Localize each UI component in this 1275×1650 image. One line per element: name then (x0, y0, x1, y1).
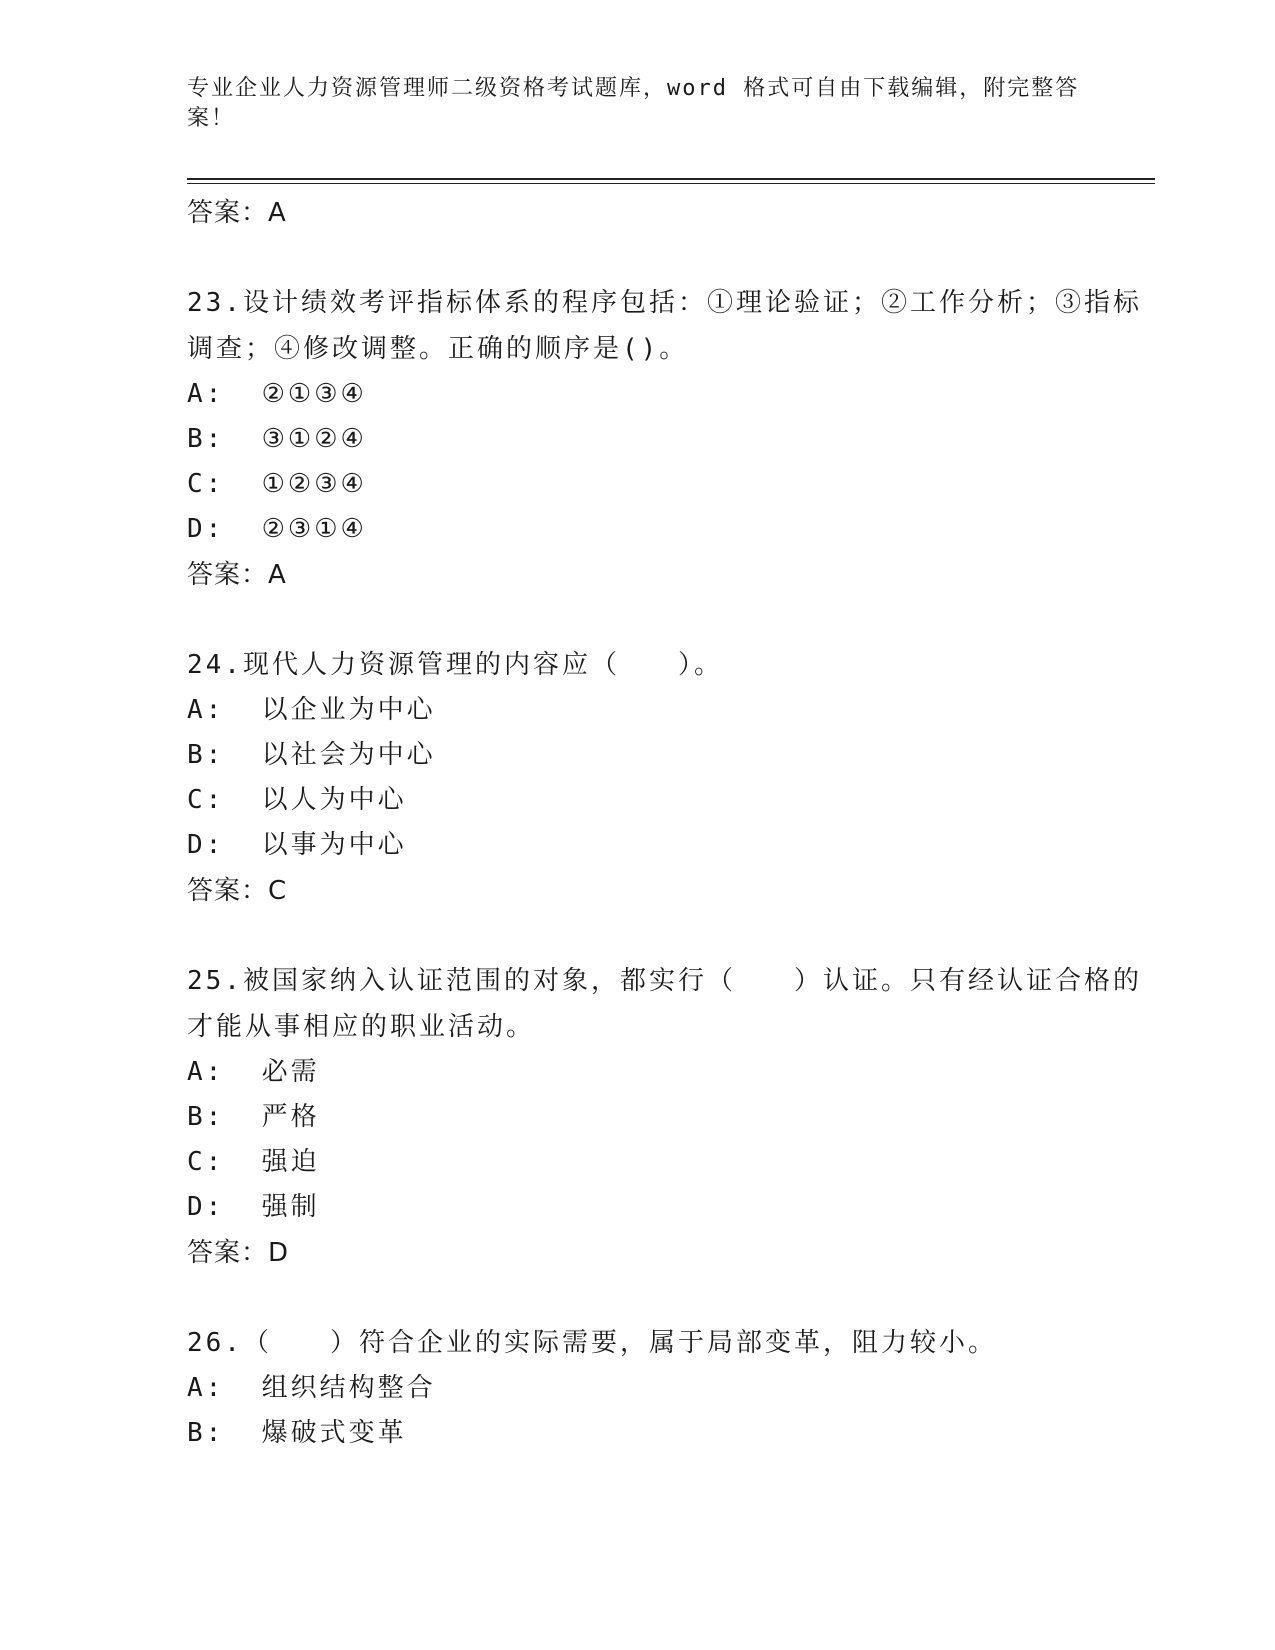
option-text: 以事为中心 (261, 830, 407, 860)
option-letter: A (187, 379, 206, 409)
option-text: ①②③④ (261, 469, 367, 499)
option-letter: B (187, 1418, 206, 1448)
header-note: 专业企业人力资源管理师二级资格考试题库，word 格式可自由下载编辑，附完整答案！ (187, 76, 1080, 131)
question-text: 24.现代人力资源管理的内容应（ ）。 (187, 650, 723, 680)
answer-line: 答案：A (187, 198, 287, 228)
option-c (187, 462, 1155, 507)
option-c (187, 1140, 1155, 1185)
question-text: 25.被国家纳入认证范围的对象，都实行（ ）认证。只有经认证合格的才能从事相应的职业活动。 (187, 966, 1142, 1042)
option-c (187, 778, 1155, 823)
option-letter: A (187, 1373, 206, 1403)
option-d (187, 823, 1155, 868)
option-separator: : (205, 1102, 262, 1132)
option-separator: : (205, 830, 262, 860)
option-text: 以人为中心 (261, 785, 407, 815)
option-text: 强迫 (261, 1147, 320, 1177)
option-separator: : (205, 1192, 262, 1222)
option-a (187, 688, 1155, 733)
answer-line: 答案：A (187, 560, 287, 590)
answer-line: 答案：D (187, 1238, 290, 1268)
spacer (187, 1276, 1155, 1320)
option-letter: B (187, 740, 206, 770)
option-a (187, 1050, 1155, 1095)
option-b (187, 1411, 1155, 1456)
option-letter: B (187, 1102, 206, 1132)
question-item (187, 642, 1155, 958)
option-letter: C (187, 785, 206, 815)
option-text: 以社会为中心 (261, 740, 436, 770)
option-a (187, 372, 1155, 417)
option-letter: D (187, 514, 206, 544)
option-separator: : (205, 740, 262, 770)
header-divider (187, 178, 1155, 184)
option-letter: D (187, 830, 206, 860)
option-separator: : (205, 785, 262, 815)
option-letter: D (187, 1192, 206, 1222)
question-item (187, 280, 1155, 642)
option-separator: : (205, 1373, 262, 1403)
spacer (187, 236, 1155, 280)
option-text: 强制 (261, 1192, 320, 1222)
option-b (187, 733, 1155, 778)
option-letter: C (187, 469, 206, 499)
option-separator: : (205, 1418, 262, 1448)
option-separator: : (205, 695, 262, 725)
option-text: 必需 (261, 1057, 320, 1087)
option-separator: : (205, 379, 262, 409)
option-text: ②①③④ (261, 379, 367, 409)
option-a (187, 1366, 1155, 1411)
spacer (187, 914, 1155, 958)
question-item (187, 958, 1155, 1320)
answer-line: 答案：C (187, 876, 288, 906)
option-letter: A (187, 1057, 206, 1087)
option-text: 以企业为中心 (261, 695, 436, 725)
option-d (187, 1185, 1155, 1230)
option-letter: B (187, 424, 206, 454)
option-separator: : (205, 1147, 262, 1177)
option-b (187, 1095, 1155, 1140)
question-list (187, 190, 1155, 1456)
option-separator: : (205, 1057, 262, 1087)
question-item (187, 1320, 1155, 1456)
option-letter: A (187, 695, 206, 725)
option-separator: : (205, 424, 262, 454)
option-b (187, 417, 1155, 462)
option-text: 严格 (261, 1102, 320, 1132)
option-d (187, 507, 1155, 552)
option-letter: C (187, 1147, 206, 1177)
option-text: ③①②④ (261, 424, 367, 454)
option-text: 爆破式变革 (261, 1418, 407, 1448)
option-separator: : (205, 514, 262, 544)
option-text: 组织结构整合 (261, 1373, 436, 1403)
question-text: 23.设计绩效考评指标体系的程序包括：①理论验证；②工作分析；③指标调查；④修改调整。正确的顺序是()。 (187, 288, 1142, 364)
option-separator: : (205, 469, 262, 499)
question-text: 26.（ ）符合企业的实际需要，属于局部变革，阻力较小。 (187, 1328, 997, 1358)
option-text: ②③①④ (261, 514, 367, 544)
spacer (187, 598, 1155, 642)
